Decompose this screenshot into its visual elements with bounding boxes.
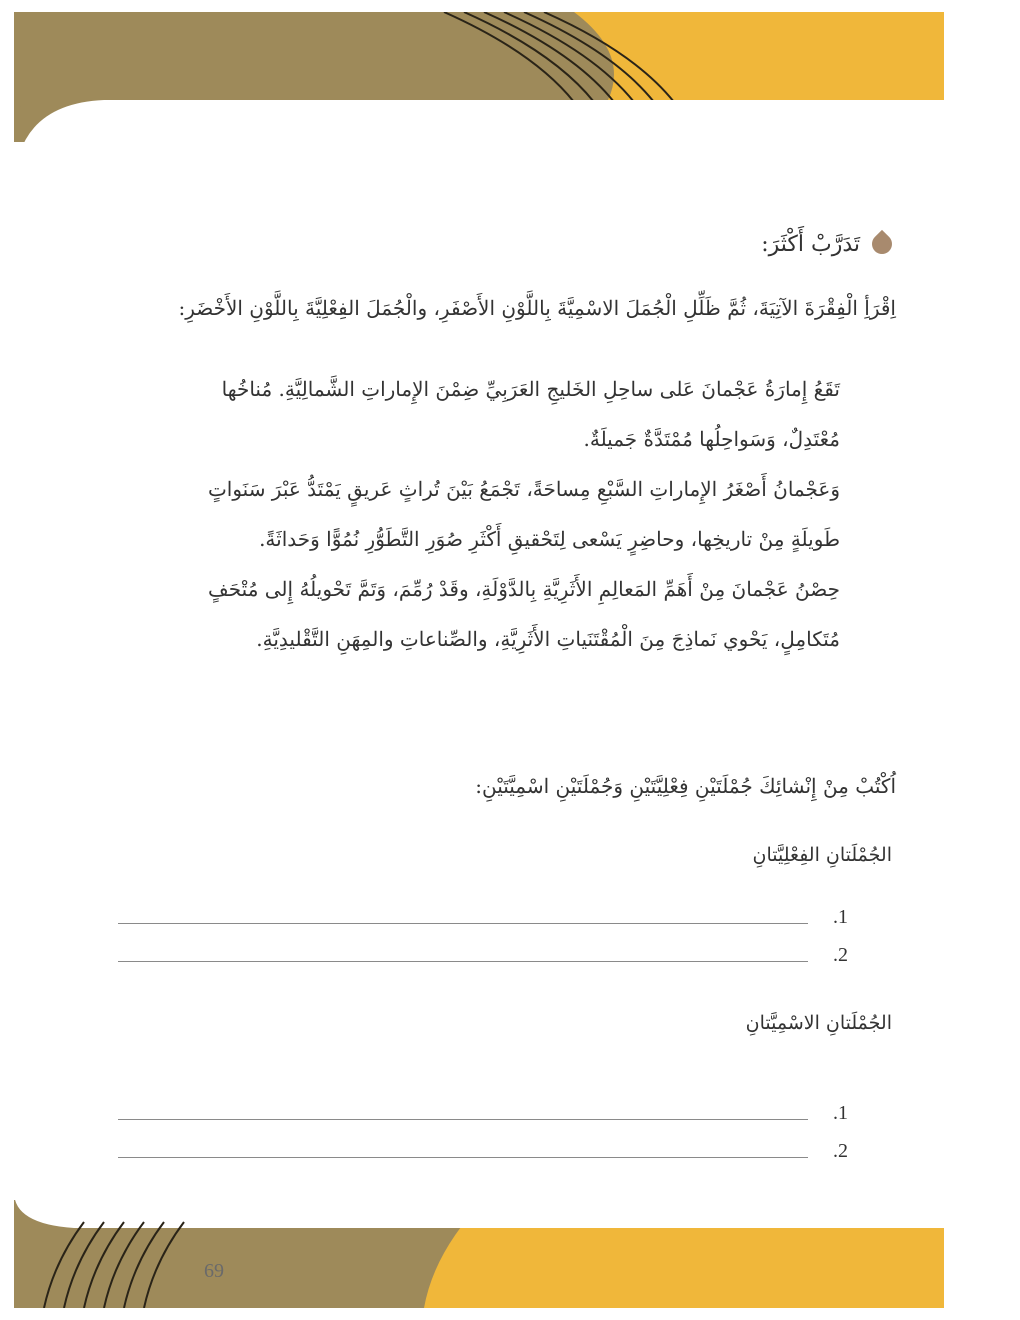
verbal-answer-line-1[interactable] <box>118 898 848 928</box>
passage-paragraph: تَقَعُ إِمارَةُ عَجْمانَ عَلى ساحِلِ الخَليجِ العَرَبِيِّ ضِمْنَ الإِماراتِ الشَّمالِيَّةِ. مُناخُها مُعْتَدِلٌ، وَسَواحِلُها مُمْتَدَّةٌ جَميلَةٌ. <box>221 377 840 451</box>
answer-rule[interactable] <box>118 961 808 962</box>
answer-rule[interactable] <box>118 1119 808 1120</box>
answer-number: 1. <box>833 906 848 928</box>
exercise-heading: تَدَرَّبْ أَكْثَرَ: <box>761 231 860 257</box>
reading-passage <box>200 364 840 664</box>
passage-paragraph: حِصْنُ عَجْمانَ مِنْ أَهَمِّ المَعالِمِ الأَثَرِيَّةِ بِالدَّوْلَةِ، وقَدْ رُمِّمَ، وَتَمَّ تَحْويلُهُ إِلى مُتْحَفٍ مُتَكامِلٍ، يَحْوي نَماذِجَ مِنَ الْمُقْتَنَياتِ الأَثَرِيَّةِ، والصِّناعاتِ والمِهَنِ التَّقْليدِيَّةِ. <box>208 577 840 651</box>
exercise-heading-row <box>492 224 892 264</box>
passage-paragraph: وَعَجْمانُ أَصْغَرُ الإِماراتِ السَّبْعِ مِساحَةً، تَجْمَعُ بَيْنَ تُراثٍ عَريقٍ يَمْتَدُّ عَبْرَ سَنَواتٍ طَويلَةٍ مِنْ تاريخِها، وحاضِرٍ يَسْعى لِتَحْقيقِ أَكْثَرِ صُوَرِ التَّطَوُّرِ نُمُوًّا وَحَداثَةً. <box>207 477 840 551</box>
verbal-answer-line-2[interactable] <box>118 936 848 966</box>
answer-rule[interactable] <box>118 923 808 924</box>
writing-prompt: اُكْتُبْ مِنْ إِنْشائِكَ جُمْلَتَيْنِ فِعْلِيَّتَيْنِ وَجُمْلَتَيْنِ اسْمِيَّتَيْنِ: <box>475 774 896 798</box>
nominal-answer-line-2[interactable] <box>118 1132 848 1162</box>
page-number: 69 <box>204 1260 224 1282</box>
answer-number: 1. <box>833 1102 848 1124</box>
worksheet-page <box>14 12 944 1308</box>
page-content <box>14 12 944 1308</box>
answer-rule[interactable] <box>118 1157 808 1158</box>
leaf-icon <box>868 230 896 258</box>
answer-number: 2. <box>833 1140 848 1162</box>
nominal-answer-line-1[interactable] <box>118 1094 848 1124</box>
exercise-instruction: اِقْرَأِ الْفِقْرَةَ الآتِيَةَ، ثُمَّ ظَلِّلِ الْجُمَلَ الاسْمِيَّةَ بِاللَّوْنِ الأَصْفَرِ، والْجُمَلَ الفِعْلِيَّةَ بِاللَّوْنِ الأَخْضَرِ: <box>178 296 896 320</box>
verbal-sentences-label: الجُمْلَتانِ الفِعْلِيَّتانِ <box>752 844 892 866</box>
nominal-sentences-label: الجُمْلَتانِ الاسْمِيَّتانِ <box>745 1012 892 1034</box>
answer-number: 2. <box>833 944 848 966</box>
